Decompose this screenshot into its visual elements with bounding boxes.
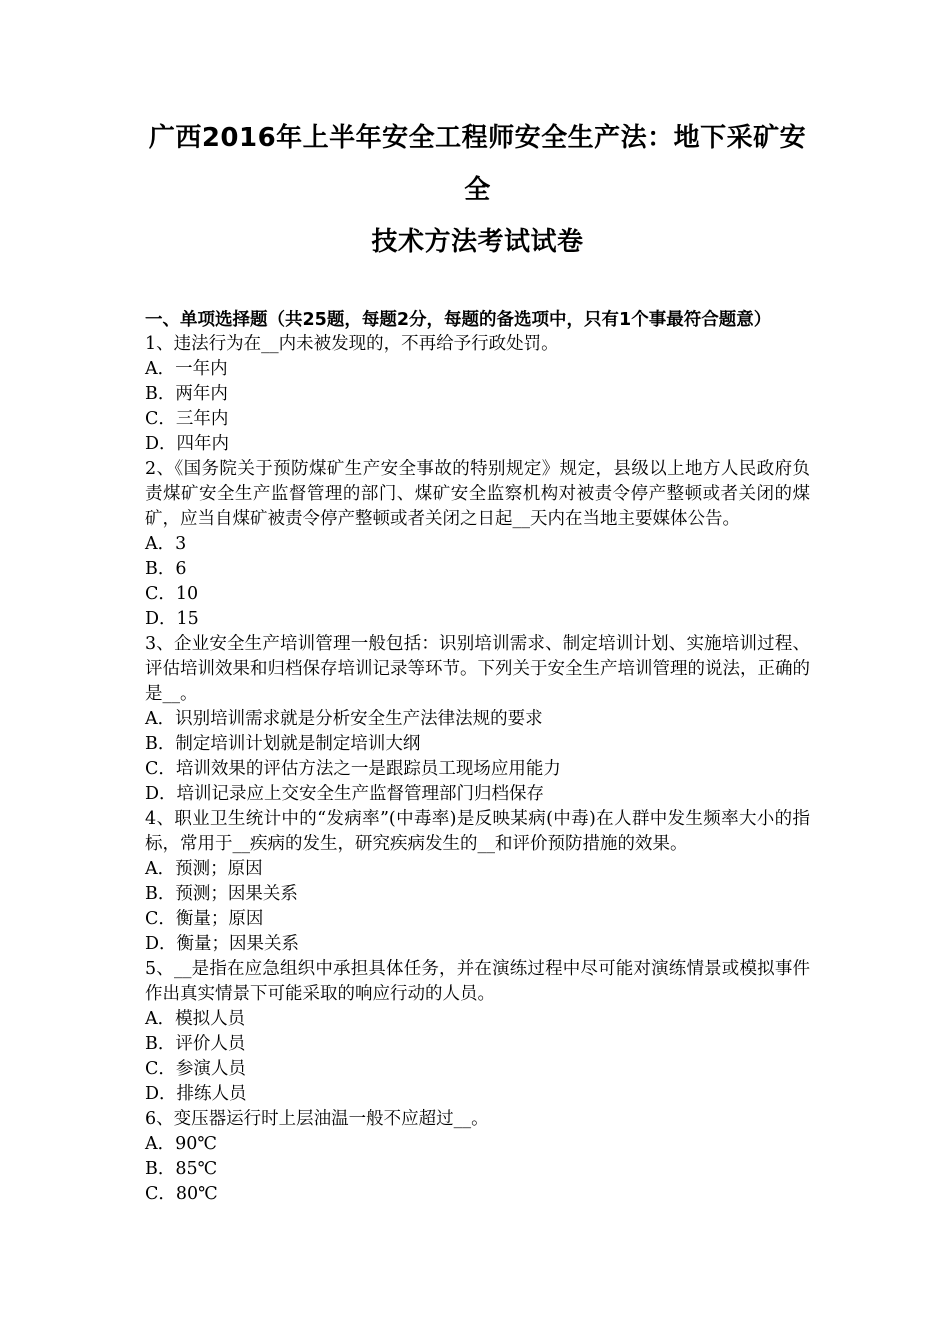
question-text: 3、企业安全生产培训管理一般包括：识别培训需求、制定培训计划、实施培训过程、评估培训效果和归档保存培训记录等环节。下列关于安全生产培训管理的说法，正确的是__。 <box>145 634 810 704</box>
document-title-line-1: 广西2016年上半年安全工程师安全生产法：地下采矿安全 <box>148 123 807 205</box>
option-d: D．四年内 <box>145 434 230 454</box>
option-c: C．80℃ <box>145 1184 218 1204</box>
question-4 <box>145 807 810 957</box>
option-c: C．参演人员 <box>145 1059 246 1079</box>
option-d: D．培训记录应上交安全生产监督管理部门归档保存 <box>145 784 545 804</box>
question-text: 4、职业卫生统计中的“发病率”(中毒率)是反映某病(中毒)在人群中发生频率大小的指标，常用于__疾病的发生，研究疾病发生的__和评价预防措施的效果。 <box>145 809 810 854</box>
option-d: D．15 <box>145 609 199 629</box>
option-b: B．预测；因果关系 <box>145 884 298 904</box>
document-page <box>145 112 810 1207</box>
question-5 <box>145 957 810 1107</box>
option-a: A．识别培训需求就是分析安全生产法律法规的要求 <box>145 709 543 729</box>
option-a: A．一年内 <box>145 359 228 379</box>
option-b: B．评价人员 <box>145 1034 246 1054</box>
question-list <box>145 332 810 1207</box>
question-2 <box>145 457 810 632</box>
option-b: B．85℃ <box>145 1159 218 1179</box>
option-b: B．制定培训计划就是制定培训大纲 <box>145 734 421 754</box>
question-1 <box>145 332 810 457</box>
option-c: C．培训效果的评估方法之一是跟踪员工现场应用能力 <box>145 759 561 779</box>
question-6 <box>145 1107 810 1207</box>
option-b: B．6 <box>145 559 187 579</box>
option-a: A．3 <box>145 534 187 554</box>
question-3 <box>145 632 810 807</box>
question-text: 6、变压器运行时上层油温一般不应超过__。 <box>145 1109 489 1129</box>
question-text: 2、《国务院关于预防煤矿生产安全事故的特别规定》规定，县级以上地方人民政府负责煤矿安全生产监督管理的部门、煤矿安全监察机构对被责令停产整顿或者关闭的煤矿，应当自煤矿被责令停产整顿或者关闭之日起__天内在当地主要媒体公告。 <box>145 459 810 529</box>
option-d: D．排练人员 <box>145 1084 247 1104</box>
option-a: A．90℃ <box>145 1134 217 1154</box>
option-c: C．10 <box>145 584 199 604</box>
option-d: D．衡量；因果关系 <box>145 934 300 954</box>
option-c: C．三年内 <box>145 409 229 429</box>
option-c: C．衡量；原因 <box>145 909 264 929</box>
document-title-line-2: 技术方法考试试卷 <box>371 227 584 257</box>
question-text: 1、违法行为在__内未被发现的，不再给予行政处罚。 <box>145 334 559 354</box>
section-heading: 一、单项选择题（共25题，每题2分，每题的备选项中，只有1个事最符合题意） <box>145 310 772 330</box>
option-a: A．模拟人员 <box>145 1009 246 1029</box>
option-b: B．两年内 <box>145 384 228 404</box>
question-text: 5、__是指在应急组织中承担具体任务，并在演练过程中尽可能对演练情景或模拟事件作出真实情景下可能采取的响应行动的人员。 <box>145 959 810 1004</box>
option-a: A．预测；原因 <box>145 859 263 879</box>
